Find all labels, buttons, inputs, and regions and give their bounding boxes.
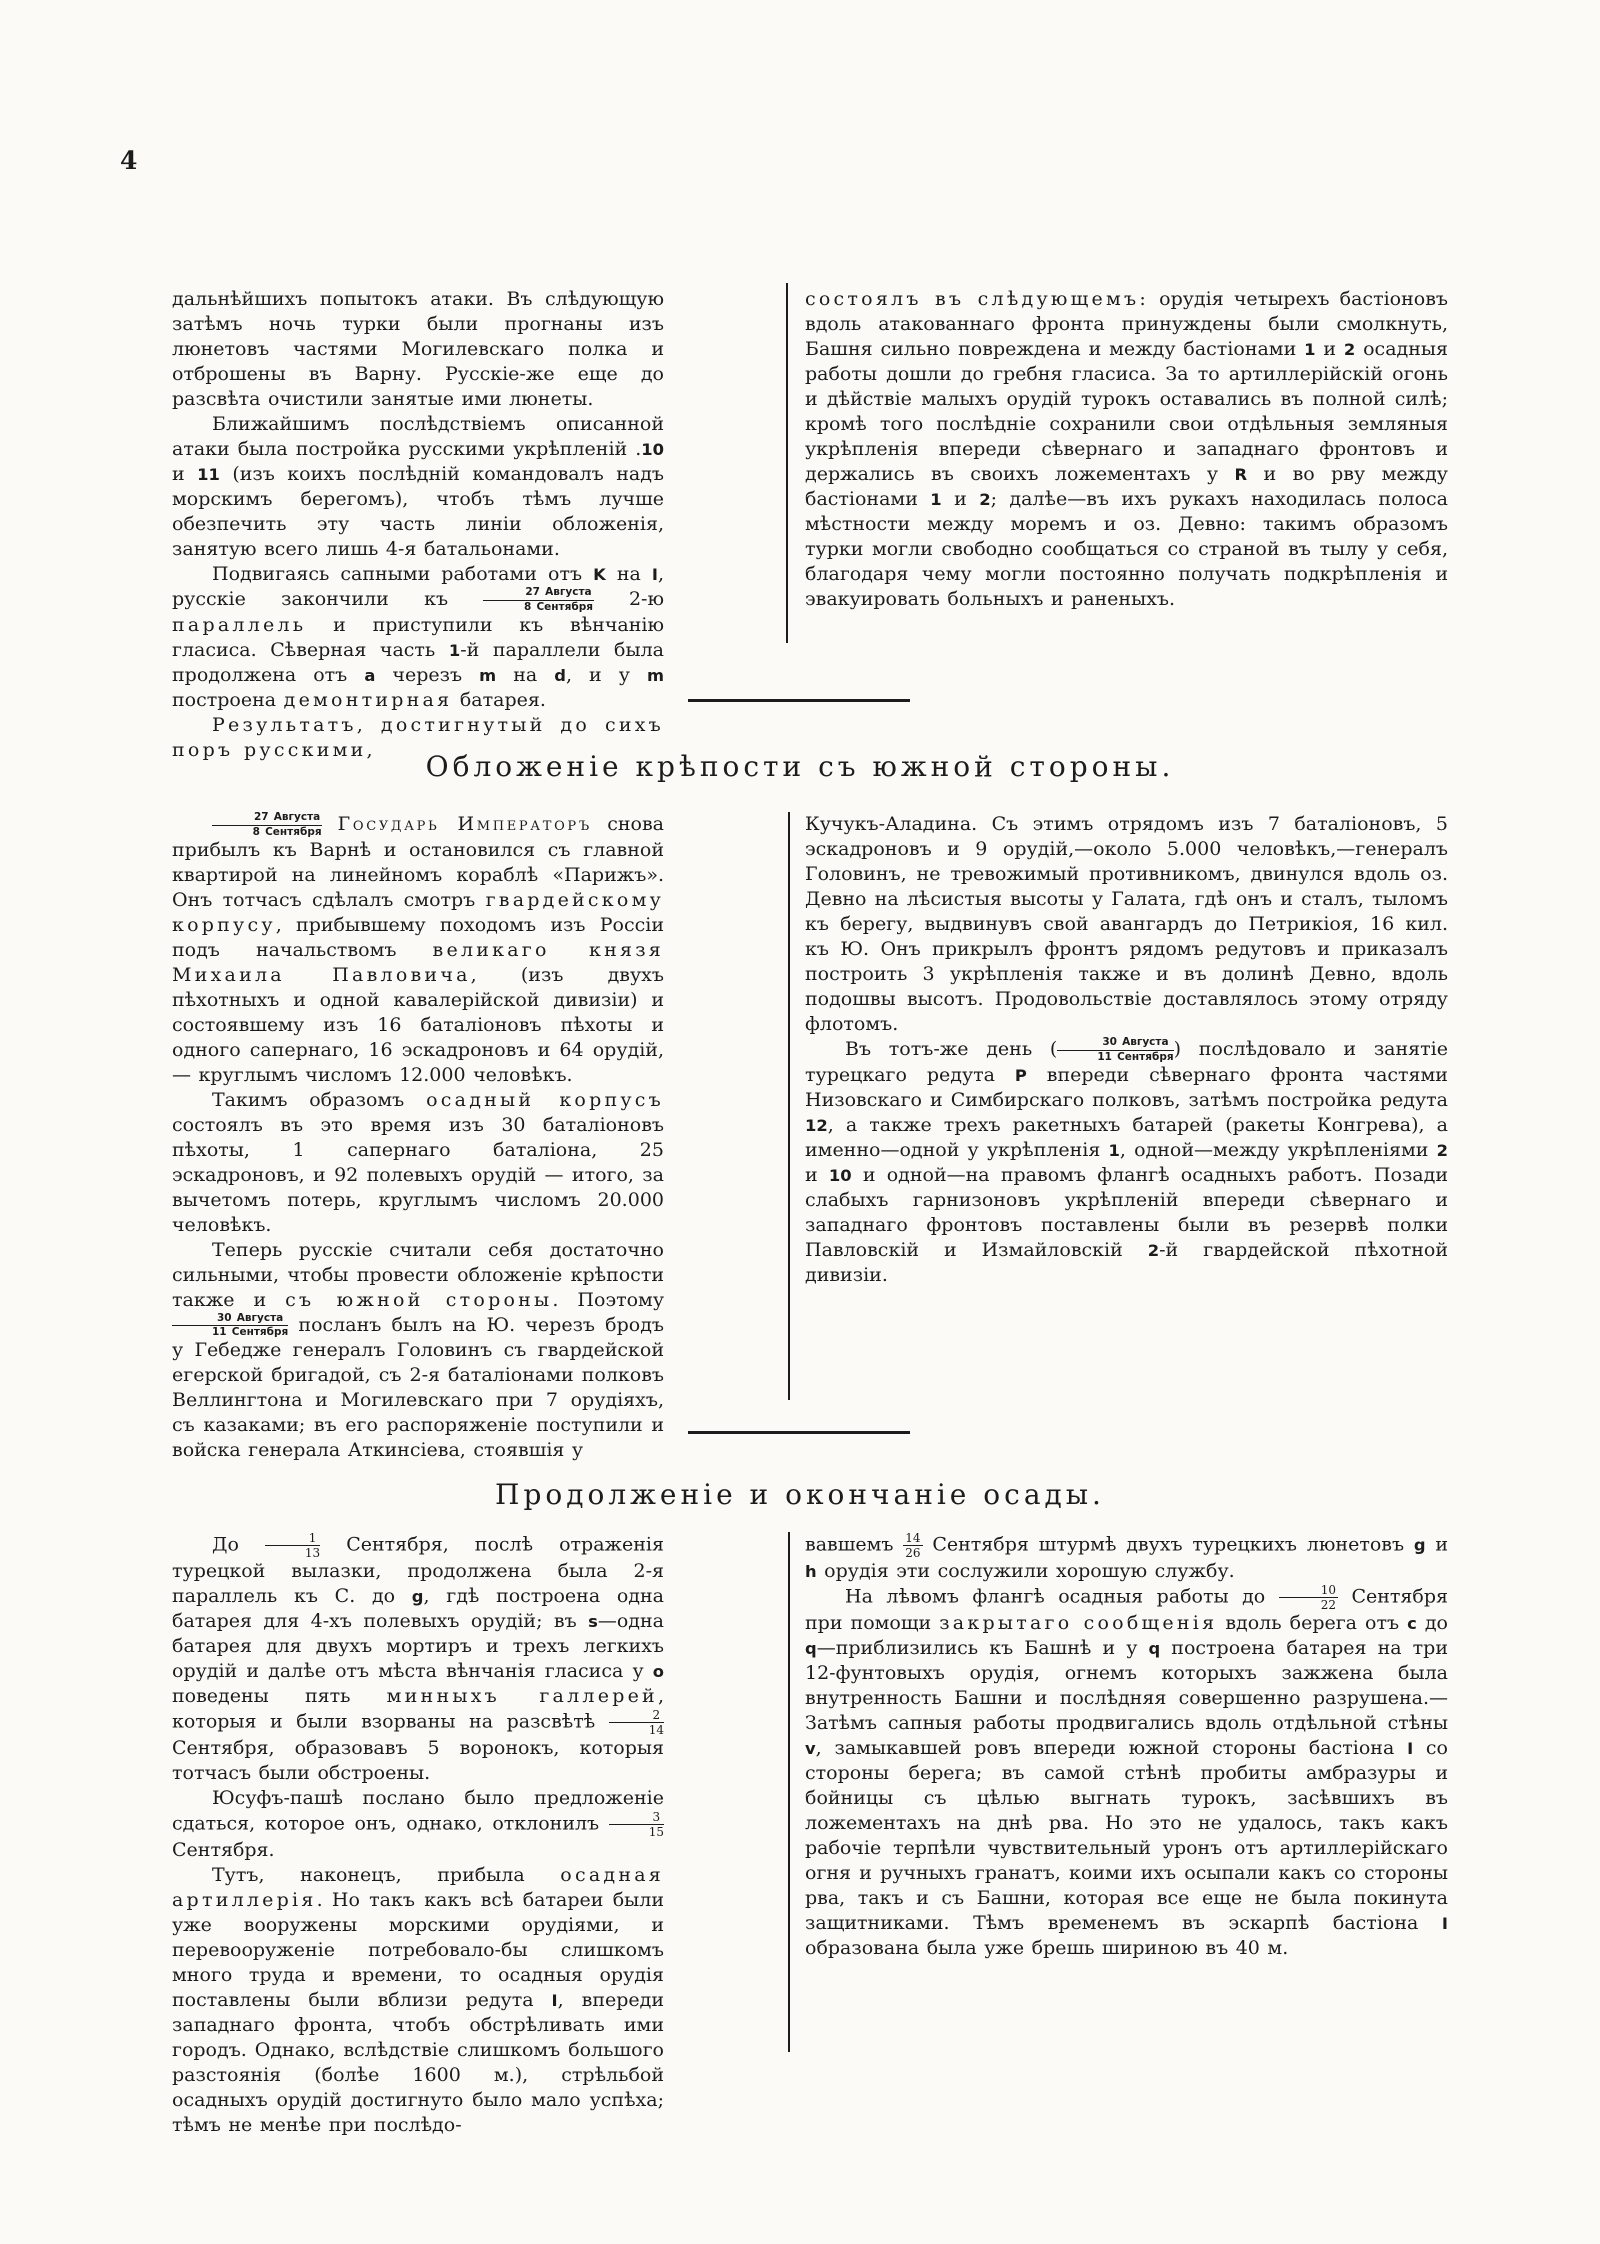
map-reference: 2 — [979, 490, 991, 509]
map-reference: I — [651, 565, 658, 584]
emphasized-text: минныхъ галлерей — [386, 1685, 658, 1707]
paragraph: Кучукъ-Аладина. Съ этимъ отрядомъ изъ 7 баталіоновъ, 5 эскадроновъ и 9 орудій,—около 5.000 человѣкъ,—генералъ Головинъ, не тревожимый противникомъ, двинулся вдоль оз. Девно на лѣсистыя высоты у Галата, гдѣ онъ и сталъ, тыломъ къ берегу, выдвинувъ свой авангардъ до Петрикіоя, 16 кил. къ Ю. Онъ прикрылъ фронтъ рядомъ редутовъ и приказалъ построить 3 укрѣпленія также и въ долинѣ Девно, вдоль подошвы высотъ. Продовольствіе доставлялось этому отряду флотомъ. — [805, 813, 1448, 1035]
emphasized-text: демонтирная — [283, 688, 453, 711]
old-new-style-date-fraction: $\frac{\text{30 Августа}}{\text{11 Сентября}}$ — [1057, 1037, 1173, 1062]
emphasized-text: параллель — [172, 613, 307, 636]
map-reference: I — [551, 1991, 558, 2010]
map-reference: P — [1014, 1065, 1027, 1085]
paragraph: дальнѣйшихъ попытокъ атаки. Въ слѣдующую затѣмъ ночь турки были прогнаны изъ люнетовъ частями Могилевскаго полка и отброшены въ Варну. Русскіе-же еще до разсвѣта очистили занятые ими люнеты. — [172, 288, 664, 410]
map-reference: g — [411, 1587, 424, 1606]
map-reference: 1 — [1304, 340, 1316, 359]
section-heading-siege-end: Продолженіе и окончаніе осады. — [495, 1478, 1105, 1511]
royal-title: Государь Императоръ — [337, 813, 592, 835]
map-reference: h — [805, 1562, 817, 1581]
paragraph: До $\frac{1}{13}$ Сентября, послѣ отраженія турецкой вылазки, продолжена была 2-я параллель къ С. до g, гдѣ построена одна батарея для 4-хъ полевыхъ орудій; въ s—одна батарея для двухъ мортиръ и трехъ легкихъ орудій и далѣе отъ мѣста вѣнчанія гласиса у o поведены пять минныхъ галлерей, которыя и были взорваны на разсвѣтѣ $\frac{2}{14}$ Сентября, образовавъ 5 воронокъ, которыя тотчасъ были обстроены. — [172, 1531, 665, 1784]
paragraph: Теперь русскіе считали себя достаточно сильными, чтобы провести обложеніе крѣпости также и съ южной стороны. Поэтому $\frac{\text{30 Августа}}{\text{11 Сентября}}$ посланъ былъ на Ю. черезъ бродъ у Гебедже генералъ Головинъ съ гвардейской егерской бригадой, съ 2-я баталіонами полковъ Веллингтона и Могилевскаго при 7 орудіяхъ, съ казаками; въ его распоряженіе поступили и войска генерала Аткинсіева, стоявшія у — [172, 1238, 664, 1462]
column-divider-rule — [788, 812, 790, 1400]
paragraph: $\frac{\text{27 Августа}}{\text{8 Сентября}}$ Государь Императоръ снова прибылъ къ Варнѣ и остановился съ главной квартирой на линейномъ кораблѣ «Парижъ». Онъ тотчасъ сдѣлалъ смотръ гвардейскому корпусу, прибывшему походомъ изъ Россіи подъ начальствомъ великаго князя Михаила Павловича, (изъ двухъ пѣхотныхъ и одной кавалерійской дивизіи) и состоявшему изъ 16 баталіоновъ пѣхоты и одного сапернаго, 16 эскадроновъ и 64 орудій, — круглымъ числомъ 12.000 человѣкъ. — [172, 811, 665, 1086]
old-new-style-date-fraction: $\frac{\text{27 Августа}}{\text{8 Сентября}}$ — [483, 587, 593, 612]
map-reference: m — [646, 665, 664, 685]
emphasized-text: гвардейскому корпусу — [172, 888, 664, 936]
bottom-section-left-column — [172, 1532, 664, 2138]
paragraph: Тутъ, наконецъ, прибыла осадная артиллерія. Но такъ какъ всѣ батареи были уже вооружены морскими орудіями, и перевооруженіе потребовало-бы слишкомъ много труда и времени, то осадныя орудія поставлены были вблизи редута I, впереди западнаго фронта, чтобъ обстрѣливать ими городъ. Однако, вслѣдствіе слишкомъ большого разстоянія (болѣе 1600 м.), стрѣльбой осадныхъ орудій достигнуто было мало успѣха; тѣмъ не менѣе при послѣдо- — [172, 1864, 664, 2136]
page-number: 4 — [120, 146, 138, 175]
date-fraction: $\frac{10}{22}$ — [1279, 1584, 1338, 1611]
old-new-style-date-fraction: $\frac{\text{30 Августа}}{\text{11 Сентября}}$ — [172, 1313, 288, 1338]
emphasized-text: состоялъ въ слѣдующемъ: — [805, 288, 1149, 310]
map-reference: 1 — [1108, 1140, 1120, 1160]
paragraph: На лѣвомъ флангѣ осадныя работы до $\frac{10}{22}$ Сентября при помощи закрытаго сообщенія вдоль берега отъ c до q—приблизились къ Башнѣ и у q построена батарея на три 12-фунтовыхъ орудія, огнемъ которыхъ зажжена была внутренность Башни и послѣдняя совершенно разрушена.— Затѣмъ сапныя работы продвигались вдоль отдѣльной стѣны v, замыкавшей ровъ впереди южной стороны бастіона I со стороны берега; въ самой стѣнѣ пробиты амбразуры и бойницы съ цѣлью выгнать турокъ, засѣвшихъ въ ложементахъ на днѣ рва. Но это не удалось, такъ какъ рабочіе терпѣли чувствительный уронъ отъ артиллерійскаго огня и ручныхъ гранатъ, коими ихъ осыпали какъ со стороны рва, такъ и съ Башни, которая все еще не была покинута защитниками. Тѣмъ временемъ въ эскарпѣ бастіона I образована была уже брешь шириною въ 40 м. — [805, 1583, 1448, 1959]
paragraph: состоялъ въ слѣдующемъ: орудія четырехъ бастіоновъ вдоль атакованнаго фронта принуждены были смолкнуть, Башня сильно повреждена и между бастіонами 1 и 2 осадныя работы дошли до гребня гласиса. За то артиллерійскій огонь и дѣйствіе малыхъ орудій турокъ оставались въ полной силѣ; кромѣ того послѣдніе сохранили свои отдѣльныя земляныя укрѣпленія впереди сѣвернаго и западнаго фронтовъ и держались въ своихъ ложементахъ у R и во рву между бастіонами 1 и 2; далѣе—въ ихъ рукахъ находилась полоса мѣстности между моремъ и оз. Девно: такимъ образомъ турки могли свободно сообщаться со страной въ тылу у себя, благодаря чему могли постоянно получать подкрѣпленія и эвакуировать больныхъ и раненыхъ. — [805, 288, 1448, 610]
paragraph: Ближайшимъ послѣдствіемъ описанной атаки была постройка русскими укрѣпленій .10 и 11 (изъ коихъ послѣдній командовалъ надъ морскимъ берегомъ), чтобъ тѣмъ лучше обезпечить эту часть линіи обложенія, занятую всего лишь 4-я батальонами. — [172, 413, 665, 560]
column-divider-rule — [788, 1532, 790, 2052]
map-reference: a — [364, 665, 376, 685]
paragraph: Такимъ образомъ осадный корпусъ состоялъ въ это время изъ 30 баталіоновъ пѣхоты, 1 сапернаго баталіона, 25 эскадроновъ, и 92 полевыхъ орудій — итого, за вычетомъ потерь, круглымъ числомъ 20.000 человѣкъ. — [172, 1088, 664, 1236]
top-section-right-column — [805, 287, 1448, 612]
column-divider-rule — [786, 283, 788, 643]
date-fraction: $\frac{3}{15}$ — [609, 1811, 664, 1838]
map-reference: K — [593, 565, 606, 584]
map-reference: 2 — [1436, 1140, 1448, 1160]
map-reference: o — [652, 1662, 664, 1681]
middle-section-right-column — [805, 812, 1448, 1288]
date-fraction: $\frac{1}{13}$ — [265, 1532, 320, 1559]
old-new-style-date-fraction: $\frac{\text{27 Августа}}{\text{8 Сентября}}$ — [212, 812, 322, 837]
map-reference: g — [1413, 1535, 1426, 1555]
map-reference: 2 — [1147, 1240, 1160, 1260]
map-reference: m — [479, 665, 497, 685]
emphasized-text: осадная артиллерія — [172, 1864, 664, 1911]
emphasized-text: съ южной стороны — [285, 1288, 553, 1311]
map-reference: v — [805, 1739, 816, 1758]
map-reference: 1 — [930, 490, 942, 509]
map-reference: c — [1407, 1614, 1417, 1633]
emphasized-text: Результатъ, достигнутый до сихъ поръ русскими, — [172, 713, 664, 761]
top-section-left-column — [172, 287, 664, 763]
date-fraction: $\frac{14}{26}$ — [905, 1531, 921, 1560]
emphasized-text: великаго князя Михаила Павловича — [172, 938, 665, 986]
map-reference: I — [1441, 1914, 1448, 1933]
emphasized-text: закрытаго сообщенія — [939, 1612, 1218, 1634]
emphasized-text: осадный корпусъ — [426, 1088, 664, 1111]
map-reference: 2 — [1343, 340, 1356, 359]
map-reference: I — [1407, 1739, 1414, 1758]
paragraph: Въ тотъ-же день ( $\frac{\text{30 Августа}}{\text{11 Сентября}}$ ) послѣдовало и занятіе турецкаго редута P впереди сѣвернаго фронта частями Низовскаго и Симбирскаго полковъ, затѣмъ постройка редута 12, а также трехъ ракетныхъ батарей (ракеты Конгрева), а именно—одной у укрѣпленія 1, одной—между укрѣпленіями 2 и 10 и одной—на правомъ флангѣ осадныхъ работъ. Позади слабыхъ гарнизоновъ укрѣпленій впереди сѣвернаго и западнаго фронтовъ поставлены были въ резервѣ полки Павловскій и Измайловскій 2-й гвардейской пѣхотной дивизіи. — [805, 1036, 1448, 1286]
date-fraction: $\frac{2}{14}$ — [609, 1709, 664, 1736]
section-heading-south-side: Обложеніе крѣпости съ южной стороны. — [425, 750, 1175, 783]
map-reference: 12 — [805, 1115, 828, 1135]
middle-section-left-column — [172, 812, 664, 1463]
paragraph: вавшемъ $\frac{14}{26}$ Сентября штурмѣ двухъ турецкихъ люнетовъ g и h орудія эти сослужили хорошую службу. — [805, 1531, 1448, 1582]
section-separator-rule — [688, 1431, 910, 1434]
map-reference: 1 — [448, 640, 461, 660]
map-reference: d — [554, 665, 566, 685]
map-reference: 11 — [197, 465, 220, 484]
map-reference: 10 — [641, 440, 664, 459]
map-reference: R — [1234, 465, 1248, 484]
map-reference: s — [588, 1612, 598, 1631]
bottom-section-right-column — [805, 1532, 1448, 1961]
map-reference: 10 — [828, 1165, 852, 1185]
paragraph: Юсуфъ-пашѣ послано было предложеніе сдаться, которое онъ, однако, отклонилъ $\frac{3}{15}$ Сентября. — [172, 1787, 664, 1861]
map-reference: q — [1148, 1639, 1161, 1658]
paragraph: Подвигаясь сапными работами отъ K на I, русскіе закончили къ $\frac{\text{27 Августа}}{\text{8 Сентября}}$ 2-ю параллель и приступили къ вѣнчанію гласиса. Сѣверная часть 1-й параллели была продолжена отъ a черезъ m на d, и у m построена демонтирная батарея. — [172, 563, 665, 711]
map-reference: q — [805, 1639, 817, 1658]
section-separator-rule — [688, 699, 910, 702]
